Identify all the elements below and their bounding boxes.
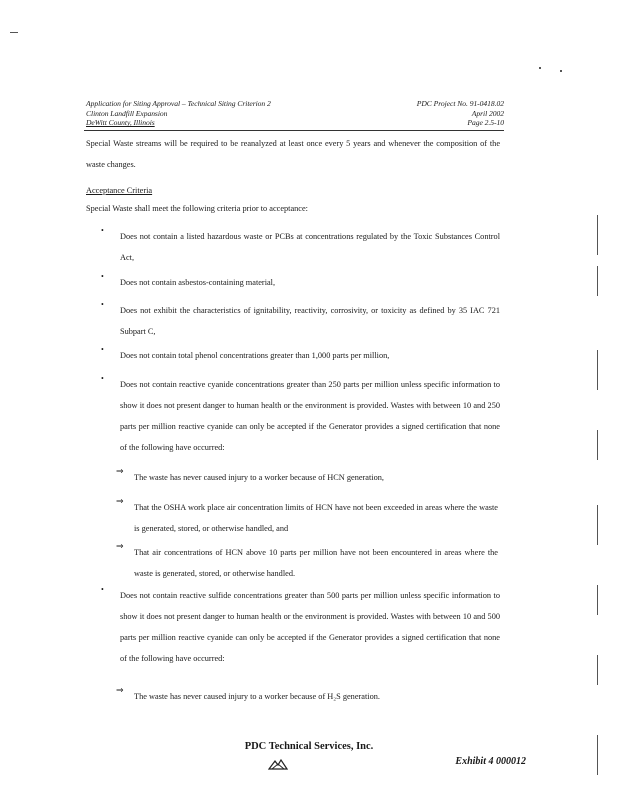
subitem-text: That the OSHA work place air concentration limits of HCN have not been exceeded in areas where the waste is generated, stored, or otherwise handled, and	[134, 503, 498, 533]
header-county: DeWitt County, Illinois	[86, 118, 155, 128]
subitem-text: That air concentrations of HCN above 10 parts per million have not been encountered in areas where the waste is generated, stored, or otherwise handled.	[134, 548, 498, 578]
scan-mark	[539, 67, 541, 69]
bullet-marker: •	[101, 585, 104, 594]
header-project-number: PDC Project No. 91-0418.02	[416, 99, 504, 108]
bullet-text: Does not exhibit the characteristics of ignitability, reactivity, corrosivity, or toxicity as defined by 35 IAC 721 Subpart C,	[120, 306, 500, 336]
scan-mark	[597, 505, 598, 545]
bullet-text: Does not contain total phenol concentrations greater than 1,000 parts per million,	[120, 351, 390, 360]
bullet-text: Does not contain asbestos-containing material,	[120, 278, 276, 287]
scan-mark	[560, 70, 562, 72]
section-lead: Special Waste shall meet the following criteria prior to acceptance:	[86, 204, 308, 213]
subitem-text: The waste has never caused injury to a worker because of H₂S generation.	[134, 692, 380, 701]
scan-mark	[10, 32, 18, 33]
bullet-marker: •	[101, 300, 104, 309]
arrow-icon: ⇒	[116, 497, 124, 507]
bullet-text: Does not contain a listed hazardous waste or PCBs at concentrations regulated by the Toxic Substances Control Act,	[120, 232, 500, 262]
arrow-icon: ⇒	[116, 542, 124, 552]
arrow-icon: ⇒	[116, 686, 124, 696]
scan-mark	[597, 215, 598, 255]
bullet-text: Does not contain reactive cyanide concentrations greater than 250 parts per million unless specific information to show it does not present danger to human health or the environment is provided. Wastes with between 10 and 250 parts per million reactive cyanide can only be accepted if the Generator provides a signed certification that none of the following have occurred:	[120, 380, 500, 452]
header-page-number: Page 2.5-10	[467, 118, 504, 128]
bullet-marker: •	[101, 345, 104, 354]
subitem-text: The waste has never caused injury to a worker because of HCN generation,	[134, 473, 384, 482]
bullet-text: Does not contain reactive sulfide concentrations greater than 500 parts per million unless specific information to show it does not present danger to human health or the environment is provided. Wastes with between 10 and 500 parts per million reactive cyanide can only be accepted if the Generator provides a signed certification that none of the following have occurred:	[120, 591, 500, 663]
scan-mark	[597, 585, 598, 615]
bullet-marker: •	[101, 272, 104, 281]
section-heading: Acceptance Criteria	[86, 186, 153, 195]
company-logo-icon	[268, 757, 288, 775]
header-divider	[84, 130, 504, 131]
document-header-right	[344, 99, 504, 128]
exhibit-number: Exhibit 4 000012	[455, 756, 526, 767]
document-header-left	[86, 99, 346, 128]
scan-mark	[597, 266, 598, 296]
footer-company: PDC Technical Services, Inc.	[244, 741, 374, 752]
header-date: April 2002	[471, 108, 504, 118]
bullet-marker: •	[101, 374, 104, 383]
scan-mark	[597, 350, 598, 390]
header-project-name: Clinton Landfill Expansion	[86, 108, 168, 118]
arrow-icon: ⇒	[116, 467, 124, 477]
bullet-marker: •	[101, 226, 104, 235]
header-title: Application for Siting Approval – Technical Siting Criterion 2	[86, 99, 271, 108]
scan-mark	[597, 655, 598, 685]
scan-mark	[597, 430, 598, 460]
intro-paragraph: Special Waste streams will be required to be reanalyzed at least once every 5 years and whenever the composition of the waste changes.	[86, 139, 500, 169]
